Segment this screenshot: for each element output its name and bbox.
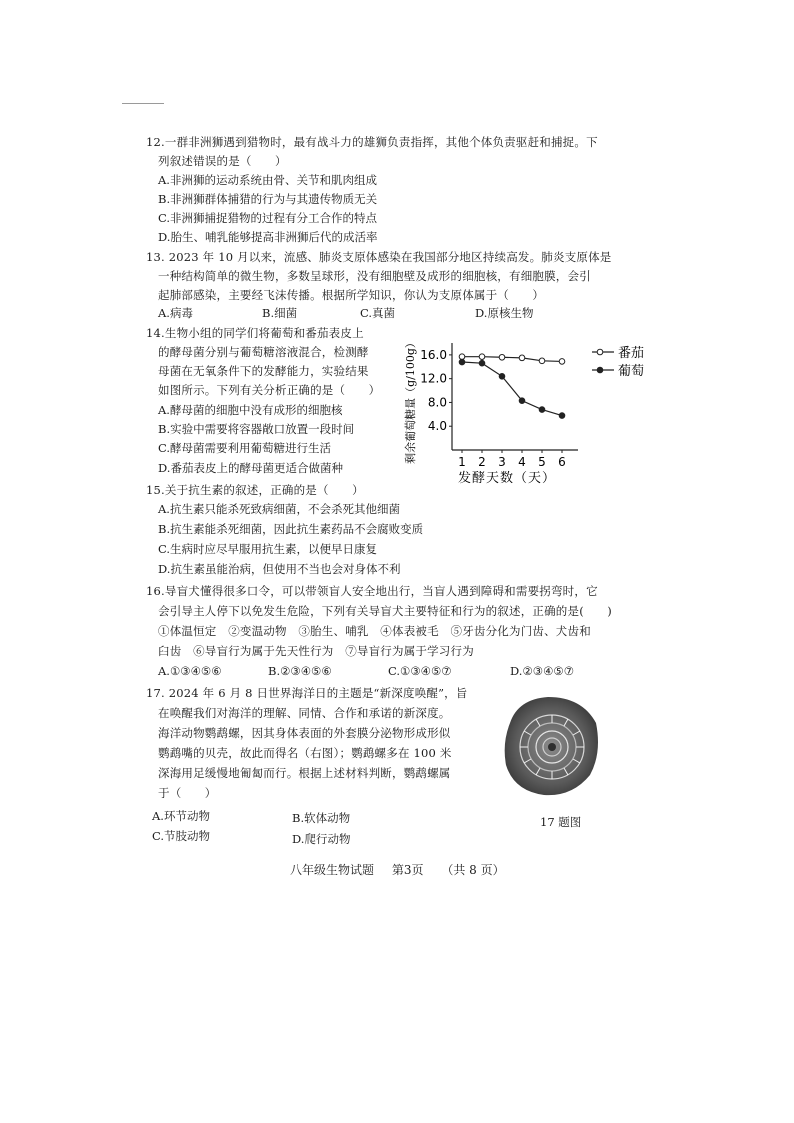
legend-marker	[597, 367, 603, 373]
x-tick-label: 3	[498, 455, 506, 469]
q17-option-a: A.环节动物	[152, 809, 210, 823]
x-tick-label: 4	[518, 455, 526, 469]
q12-stem-line2: 列叙述错误的是（ ）	[158, 154, 287, 168]
q13-stem-line3: 起肺部感染，主要经飞沫传播。根据所学知识，你认为支原体属于（ ）	[158, 288, 545, 302]
q14-stem-line1: 14.生物小组的同学们将葡萄和番茄表皮上	[146, 326, 364, 340]
data-point	[499, 354, 505, 360]
q15-option-c: C.生病时应尽早服用抗生素，以便早日康复	[158, 542, 378, 556]
nautilus-fossil-image	[500, 693, 602, 799]
q17-stem-line4: 鹦鹉嘴的贝壳，故此而得名（右图）；鹦鹉螺多在 100 米	[158, 746, 452, 760]
q17-option-d: D.爬行动物	[292, 832, 351, 846]
q14-stem-line2: 的酵母菌分别与葡萄糖溶液混合，检测酵	[158, 345, 369, 359]
q14-option-b: B.实验中需要将容器敞口放置一段时间	[158, 422, 355, 436]
footer-page: 第3页	[391, 863, 424, 877]
q14-option-d: D.番茄表皮上的酵母菌更适合做菌种	[158, 461, 343, 475]
q16-option-d: D.②③④⑤⑦	[510, 664, 575, 678]
q14-option-c: C.酵母菌需要利用葡萄糖进行生活	[158, 441, 332, 455]
q17-figure-caption: 17 题图	[540, 815, 582, 829]
legend-label: 葡萄	[618, 364, 645, 379]
y-axis-label: 剩余葡萄糖量（g/100g）	[404, 337, 417, 464]
x-tick-label: 5	[538, 455, 546, 469]
footer-total: （共 8 页）	[441, 863, 505, 877]
legend-marker	[597, 349, 603, 355]
q15-stem: 15.关于抗生素的叙述，正确的是（ ）	[146, 483, 364, 497]
y-tick-label: 12.0	[420, 371, 447, 386]
series-line-0	[462, 357, 562, 362]
q17-stem-line1: 17. 2024 年 6 月 8 日世界海洋日的主题是“新深度唤醒”，旨	[146, 686, 468, 700]
q13-option-a: A.病毒	[158, 306, 193, 320]
q16-stem-line2: 会引导主人停下以免发生危险，下列有关导盲犬主要特征和行为的叙述，正确的是( )	[158, 604, 612, 618]
q16-option-c: C.①③④⑤⑦	[388, 664, 452, 678]
q16-option-b: B.②③④⑤⑥	[268, 664, 332, 678]
q13-option-c: C.真菌	[360, 306, 396, 320]
q12-option-b: B.非洲狮群体捕猎的行为与其遗传物质无关	[158, 192, 378, 206]
data-point	[479, 360, 485, 366]
q17-stem-line3: 海洋动物鹦鹉螺，因其身体表面的外套膜分泌物形成形似	[158, 726, 451, 740]
page-footer	[290, 861, 519, 878]
q15-option-b: B.抗生素能杀死细菌，因此抗生素药品不会腐败变质	[158, 522, 424, 536]
q14-option-a: A.酵母菌的细胞中没有成形的细胞核	[158, 403, 343, 417]
y-tick-label: 4.0	[427, 419, 447, 434]
footer-title: 八年级生物试题	[290, 863, 375, 877]
x-tick-label: 2	[478, 455, 486, 469]
q12-option-d: D.胎生、哺乳能够提高非洲狮后代的成活率	[158, 230, 378, 244]
q15-option-a: A.抗生素只能杀死致病细菌，不会杀死其他细菌	[158, 502, 400, 516]
q17-stem-line2: 在唤醒我们对海洋的理解、同情、合作和承诺的新深度。	[158, 706, 451, 720]
q17-stem-line5: 深海用足缓慢地匍匐而行。根据上述材料判断，鹦鹉螺属	[158, 766, 451, 780]
y-tick-label: 8.0	[427, 395, 447, 410]
data-point	[499, 373, 505, 379]
data-point	[539, 407, 545, 413]
q13-stem-line2: 一种结构简单的微生物，多数呈球形，没有细胞壁及成形的细胞核，有细胞膜，会引	[158, 269, 591, 283]
data-point	[519, 398, 525, 404]
data-point	[559, 413, 565, 419]
q13-stem-line1: 13. 2023 年 10 月以来，流感、肺炎支原体感染在我国部分地区持续高发。肺炎支原体是	[146, 250, 612, 264]
q13-option-d: D.原核生物	[475, 306, 534, 320]
scan-edge-line	[122, 103, 164, 104]
data-point	[539, 358, 545, 364]
x-tick-label: 1	[458, 455, 466, 469]
data-point	[519, 355, 525, 361]
data-point	[479, 354, 485, 360]
q12-option-c: C.非洲狮捕捉猎物的过程有分工合作的特点	[158, 211, 378, 225]
x-axis-label: 发酵天数（天）	[457, 471, 557, 485]
series-line-1	[462, 362, 562, 416]
legend-label: 番茄	[618, 346, 645, 361]
data-point	[459, 354, 465, 360]
x-tick-label: 6	[558, 455, 566, 469]
q17-option-b: B.软体动物	[292, 811, 351, 825]
y-tick-label: 16.0	[420, 347, 447, 362]
q17-option-c: C.节肢动物	[152, 829, 211, 843]
q16-stem-line3: ①体温恒定 ②变温动物 ③胎生、哺乳 ④体表被毛 ⑤牙齿分化为门齿、犬齿和	[158, 624, 591, 638]
q16-stem-line4: 臼齿 ⑥导盲行为属于先天性行为 ⑦导盲行为属于学习行为	[158, 644, 474, 658]
fermentation-line-chart	[385, 335, 645, 485]
q16-stem-line1: 16.导盲犬懂得很多口令，可以带领盲人安全地出行，当盲人遇到障碍和需要拐弯时，它	[146, 584, 598, 598]
data-point	[459, 359, 465, 365]
q17-stem-line6: 于（ ）	[158, 786, 217, 800]
data-point	[559, 359, 565, 365]
q14-stem-line4: 如图所示。下列有关分析正确的是（ ）	[158, 383, 381, 397]
q12-stem-line1: 12.一群非洲狮遇到猎物时，最有战斗力的雄狮负责指挥，其他个体负责驱赶和捕捉。下	[146, 135, 598, 149]
q13-option-b: B.细菌	[262, 306, 298, 320]
q15-option-d: D.抗生素虽能治病，但使用不当也会对身体不利	[158, 562, 401, 576]
q16-option-a: A.①③④⑤⑥	[158, 664, 222, 678]
q14-stem-line3: 母菌在无氧条件下的发酵能力，实验结果	[158, 364, 369, 378]
q12-option-a: A.非洲狮的运动系统由骨、关节和肌肉组成	[158, 173, 377, 187]
